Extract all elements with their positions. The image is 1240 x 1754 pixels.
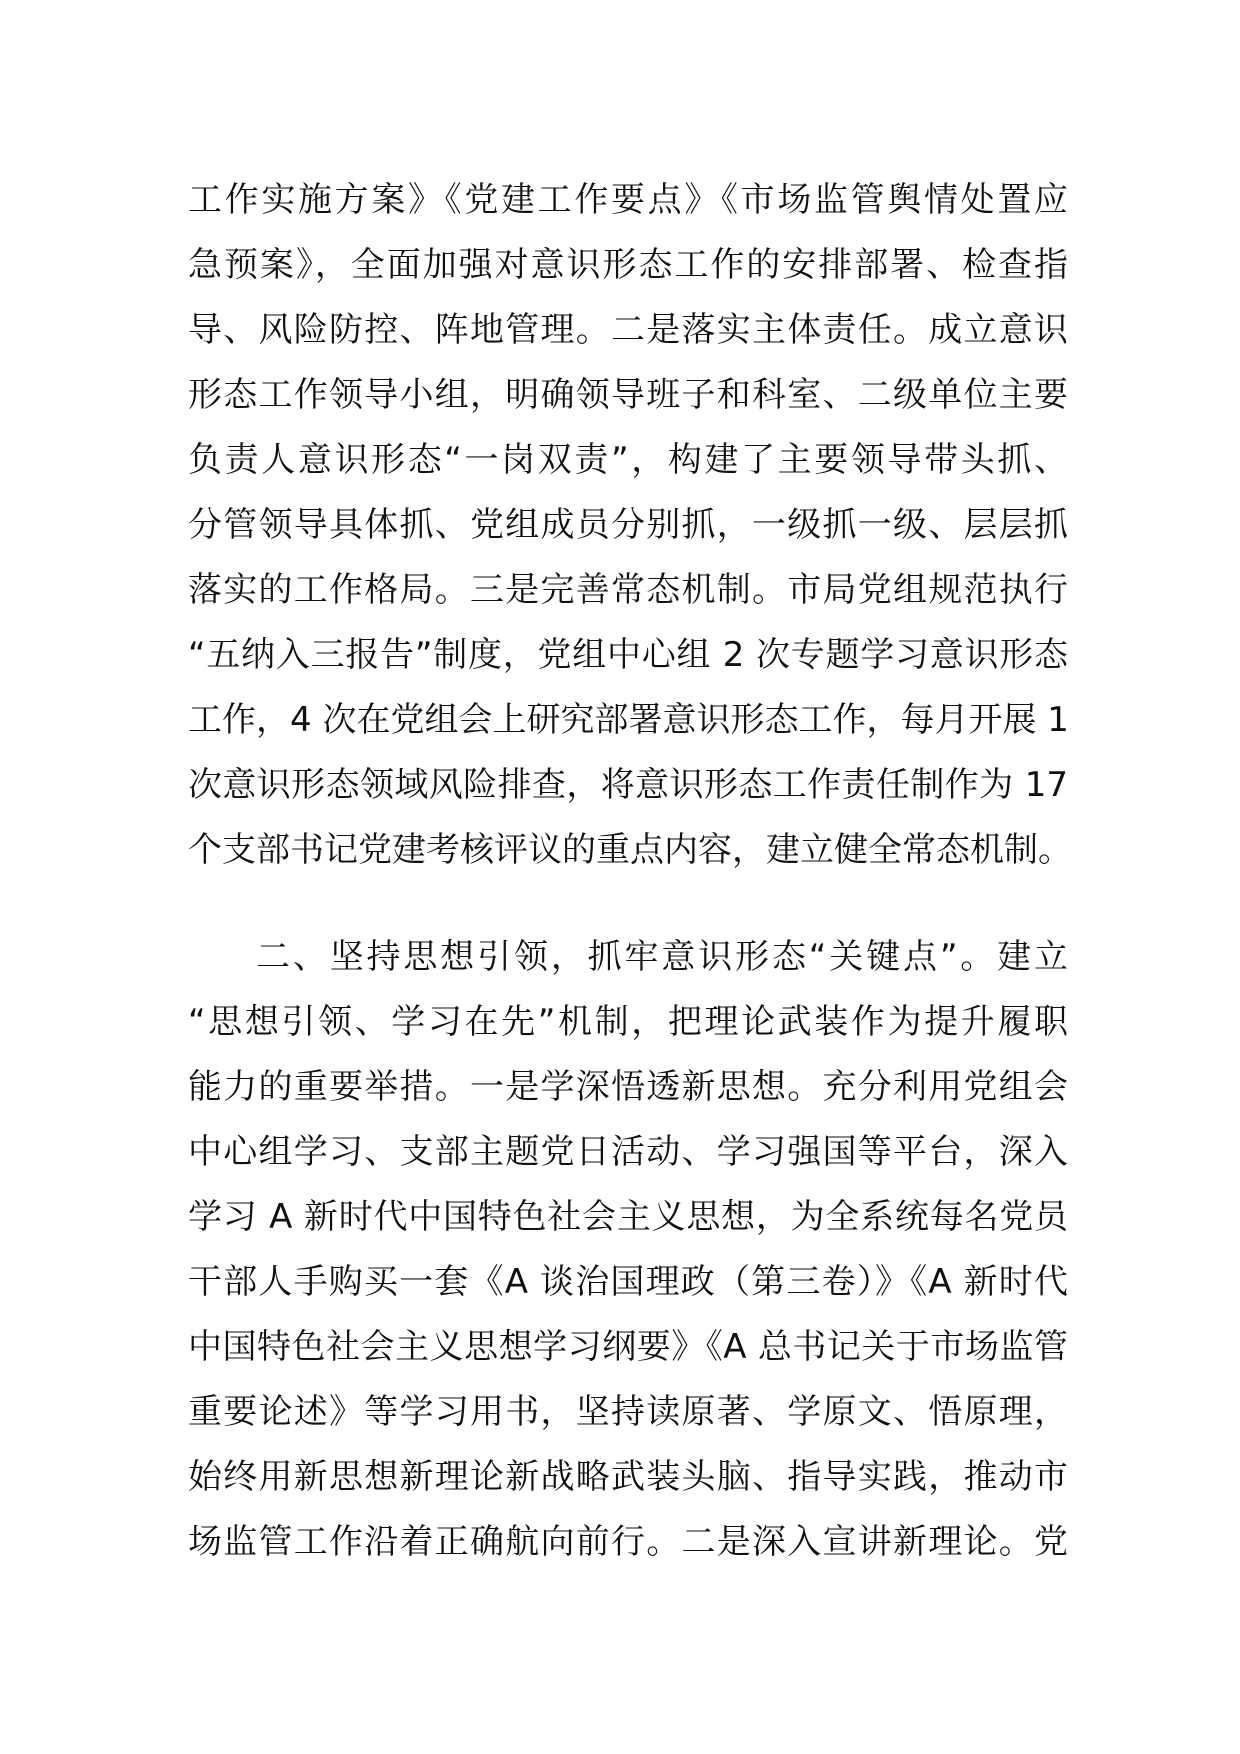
text-line: 落实的工作格局。三是完善常态机制。市局党组规范执行 — [188, 570, 1068, 610]
section-heading-line: 二、坚持思想引领，抓牢意识形态“关键点”。建立 — [256, 937, 1068, 977]
paragraph-section-two — [188, 925, 1068, 1575]
text-line: 场监管工作沿着正确航向前行。二是深入宣讲新理论。党 — [188, 1522, 1068, 1562]
text-line: 工作，4 次在党组会上研究部署意识形态工作，每月开展 1 — [188, 700, 1069, 740]
text-line: 分管领导具体抓、党组成员分别抓，一级抓一级、层层抓 — [188, 505, 1068, 545]
text-line: “五纳入三报告”制度，党组中心组 2 次专题学习意识形态 — [188, 635, 1068, 675]
text-line: 个支部书记党建考核评议的重点内容，建立健全常态机制。 — [188, 830, 1072, 870]
text-line: 中国特色社会主义思想学习纲要》《A 总书记关于市场监管 — [188, 1327, 1068, 1367]
text-line: 导、风险防控、阵地管理。二是落实主体责任。成立意识 — [188, 310, 1068, 350]
text-line: 干部人手购买一套《A 谈治国理政（第三卷）》《A 新时代 — [188, 1262, 1068, 1302]
text-line: 工作实施方案》《党建工作要点》《市场监管舆情处置应 — [188, 180, 1068, 220]
text-line: 始终用新思想新理论新战略武装头脑、指导实践，推动市 — [188, 1457, 1068, 1497]
paragraph-continuation — [188, 168, 1072, 883]
text-line: 次意识形态领域风险排查，将意识形态工作责任制作为 17 — [188, 765, 1068, 805]
text-line: 形态工作领导小组，明确领导班子和科室、二级单位主要 — [188, 375, 1068, 415]
text-line: 学习 A 新时代中国特色社会主义思想，为全系统每名党员 — [188, 1197, 1068, 1237]
text-line: 能力的重要举措。一是学深悟透新思想。充分利用党组会 — [188, 1067, 1068, 1107]
text-line: 中心组学习、支部主题党日活动、学习强国等平台，深入 — [188, 1132, 1068, 1172]
text-line: “思想引领、学习在先”机制，把理论武装作为提升履职 — [188, 1002, 1068, 1042]
text-line: 急预案》，全面加强对意识形态工作的安排部署、检查指 — [188, 245, 1068, 285]
text-line: 重要论述》等学习用书，坚持读原著、学原文、悟原理， — [188, 1392, 1068, 1432]
text-line: 负责人意识形态“一岗双责”，构建了主要领导带头抓、 — [188, 440, 1068, 480]
